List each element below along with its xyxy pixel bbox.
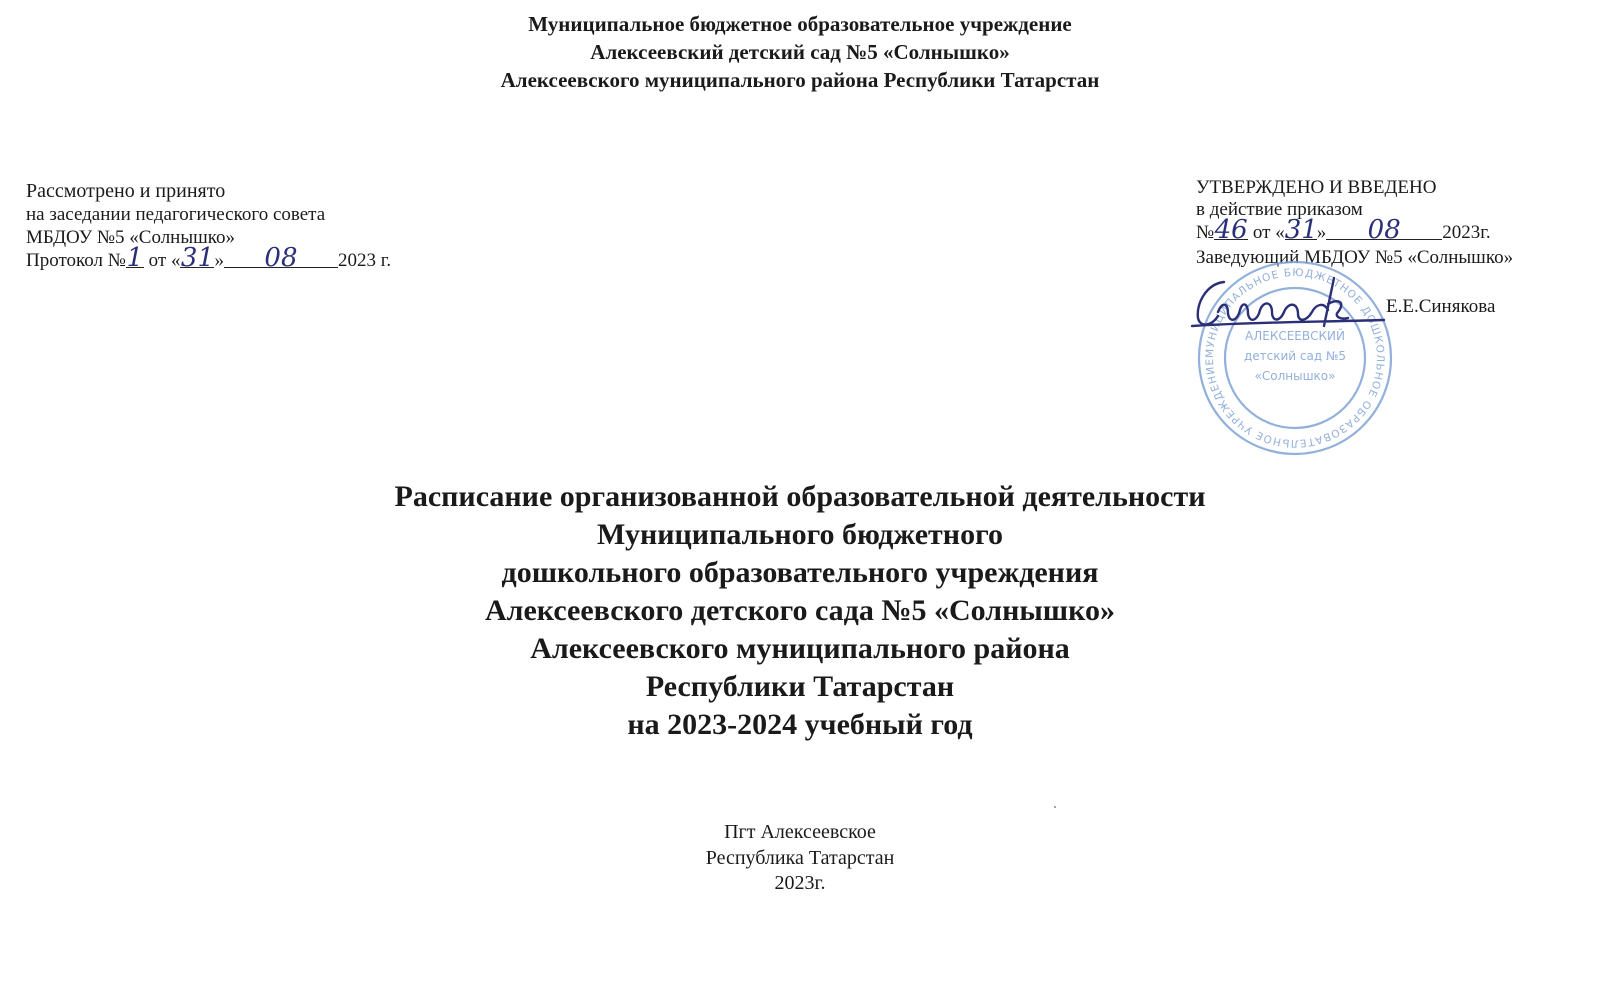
order-day-close: »: [1316, 222, 1327, 243]
protocol-day-close: »: [214, 250, 224, 271]
document-footer: [0, 820, 1600, 897]
seal-ring-text: МУНИЦИПАЛЬНОЕ БЮДЖЕТНОЕ ДОШКОЛЬНОЕ ОБРАЗОВАТЕЛЬНОЕ УЧРЕЖДЕНИЕ: [1203, 266, 1387, 450]
org-header-line-3: Алексеевского муниципального района Республики Татарстан: [500, 68, 1100, 92]
seal-line-2: детский сад №5: [1243, 349, 1347, 363]
head-position: Заведующий МБДОУ №5 «Солнышко»: [1196, 247, 1514, 268]
seal-line-1: АЛЕКСЕЕВСКИЙ: [1245, 329, 1345, 343]
order-number: 46: [1214, 215, 1248, 245]
scan-speck: [1054, 806, 1056, 808]
footer-locality: Пгт Алексеевское: [724, 821, 876, 843]
org-header-line-2: Алексеевский детский сад №5 «Солнышко»: [590, 40, 1010, 64]
protocol-line: [26, 243, 392, 273]
protocol-year: 2023 г.: [337, 250, 392, 271]
order-from-prefix: от «: [1252, 222, 1285, 243]
order-year: 2023г.: [1442, 222, 1491, 243]
right-approval-line-1: УТВЕРЖДЕНО И ВВЕДЕНО: [1196, 177, 1437, 198]
title-line-4: Алексеевского детского сада №5 «Солнышко»: [484, 594, 1115, 627]
footer-region: Республика Татарстан: [705, 846, 895, 869]
protocol-from-prefix: от «: [148, 250, 181, 271]
protocol-day: 31: [180, 243, 215, 273]
seal-line-3: «Солнышко»: [1254, 369, 1336, 383]
title-line-6: Республики Татарстан: [645, 670, 955, 703]
left-approval-line-1: Рассмотрено и принято: [26, 180, 226, 202]
footer-year: 2023г.: [774, 872, 826, 894]
organization-header: [0, 10, 1600, 94]
right-approval-line-2: в действие приказом: [1196, 199, 1363, 220]
pedagogical-council-approval: [26, 180, 391, 272]
title-line-3: дошкольного образовательного учреждения: [501, 556, 1099, 589]
title-line-2: Муниципального бюджетного: [597, 518, 1003, 551]
protocol-prefix: Протокол №: [26, 250, 126, 271]
title-line-1: Расписание организованной образовательной деятельности: [394, 480, 1206, 513]
document-title: [0, 478, 1600, 744]
order-prefix: №: [1196, 222, 1215, 243]
protocol-month: 08: [224, 249, 338, 268]
left-approval-line-2: на заседании педагогического совета: [26, 204, 326, 225]
head-signature: [1188, 272, 1388, 334]
protocol-number: 1: [126, 243, 144, 273]
left-approval-line-3: МБДОУ №5 «Солнышко»: [26, 227, 236, 248]
title-line-5: Алексеевского муниципального района: [530, 632, 1070, 665]
order-approval: [1196, 175, 1596, 270]
signer-name: Е.Е.Синякова: [1386, 296, 1496, 317]
org-header-line-1: Муниципальное бюджетное образовательное учреждение: [528, 12, 1072, 36]
order-line: [1196, 215, 1596, 245]
order-day: 31: [1284, 215, 1318, 245]
order-month: 08: [1326, 221, 1442, 240]
title-line-7: на 2023-2024 учебный год: [627, 708, 973, 741]
